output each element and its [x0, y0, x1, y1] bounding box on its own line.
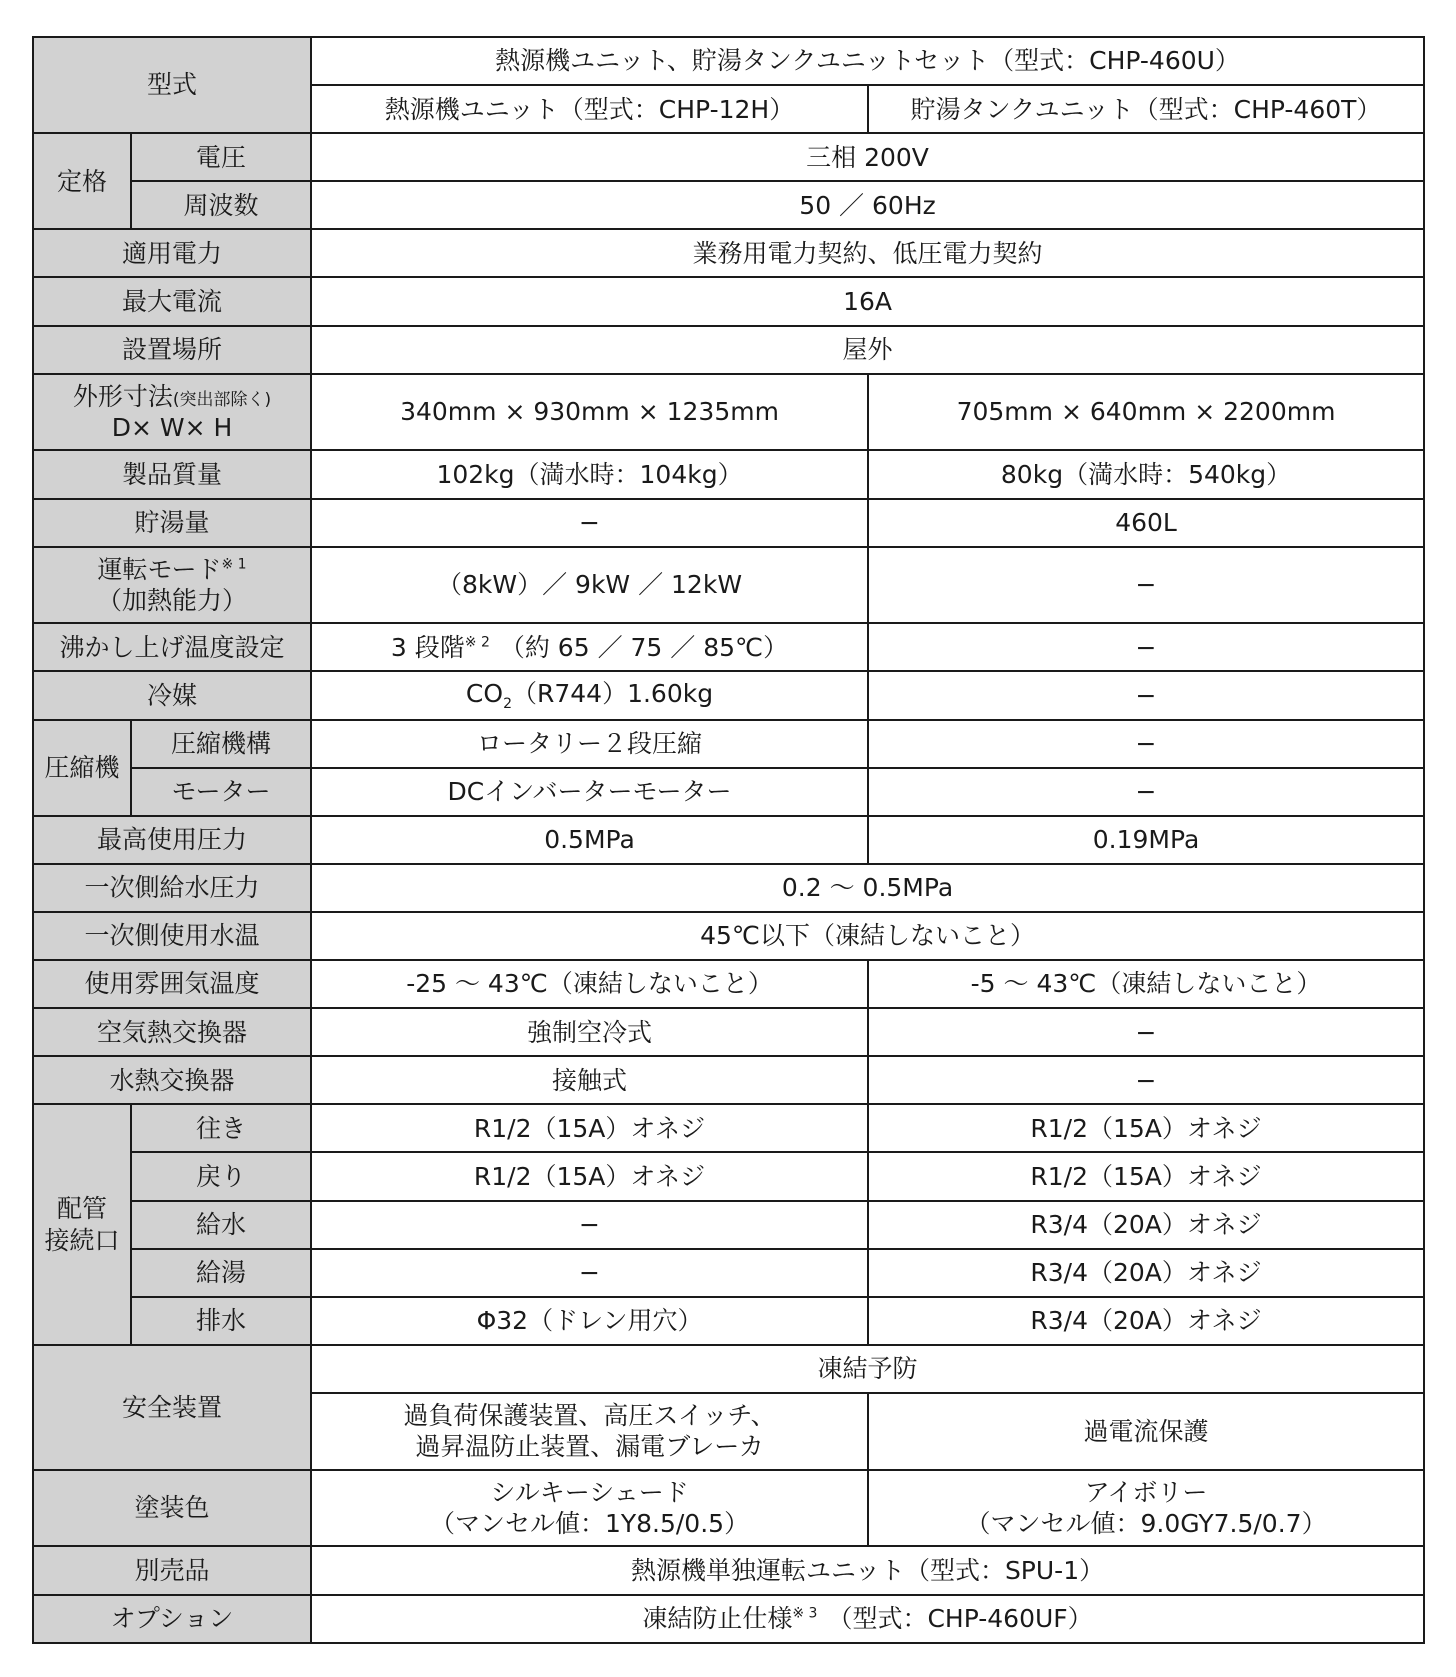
refrigerant-sub: 2 — [503, 695, 512, 712]
row-safety-common — [33, 1345, 1424, 1393]
label-mode-footnote: ※ 1 — [221, 556, 247, 573]
piping-hot-water-heat: − — [311, 1249, 868, 1297]
label-boil-temp: 沸かし上げ温度設定 — [33, 623, 311, 671]
supply-temp-value: 45℃以下（凍結しないこと） — [311, 912, 1424, 960]
compressor-mechanism-heat: ロータリー２段圧縮 — [311, 720, 868, 768]
label-mass: 製品質量 — [33, 450, 311, 498]
label-mode — [33, 547, 311, 624]
row-mode — [33, 547, 1424, 624]
boil-temp-steps: 3 段階 — [390, 632, 465, 662]
refrigerant-tank: − — [868, 671, 1424, 719]
dimensions-heat: 340mm × 930mm × 1235mm — [311, 374, 868, 451]
refrigerant-heat — [311, 671, 868, 719]
label-compressor-mechanism: 圧縮機構 — [131, 720, 311, 768]
row-frequency — [33, 181, 1424, 229]
row-max-pressure — [33, 816, 1424, 864]
water-hx-tank: − — [868, 1056, 1424, 1104]
mode-tank: − — [868, 547, 1424, 624]
row-ambient — [33, 960, 1424, 1008]
label-supply-temp: 一次側使用水温 — [33, 912, 311, 960]
label-piping-outgoing: 往き — [131, 1104, 311, 1152]
label-supply-pressure: 一次側給水圧力 — [33, 864, 311, 912]
compressor-motor-heat: DCインバーターモーター — [311, 768, 868, 816]
label-piping-hot-water: 給湯 — [131, 1249, 311, 1297]
option-model: （型式：CHP-460UF） — [827, 1604, 1093, 1634]
compressor-mechanism-tank: − — [868, 720, 1424, 768]
label-voltage: 電圧 — [131, 133, 311, 181]
air-hx-tank: − — [868, 1008, 1424, 1056]
row-option — [33, 1595, 1424, 1644]
row-piping-drain — [33, 1297, 1424, 1345]
label-rating: 定格 — [33, 133, 131, 229]
safety-common: 凍結予防 — [311, 1345, 1424, 1393]
row-compressor-mechanism — [33, 720, 1424, 768]
paint-heat-munsell: （マンセル値：1Y8.5/0.5） — [429, 1509, 750, 1539]
label-dimensions-main: 外形寸法 — [72, 381, 173, 411]
label-safety: 安全装置 — [33, 1345, 311, 1470]
label-power-contract: 適用電力 — [33, 229, 311, 277]
compressor-motor-tank: − — [868, 768, 1424, 816]
label-sold-separately: 別売品 — [33, 1546, 311, 1594]
row-sold-separately — [33, 1546, 1424, 1594]
ambient-tank: -5 〜 43℃（凍結しないこと） — [868, 960, 1424, 1008]
row-water-hx — [33, 1056, 1424, 1104]
mass-tank: 80kg（満水時：540kg） — [868, 450, 1424, 498]
label-piping-return: 戻り — [131, 1152, 311, 1200]
row-paint — [33, 1470, 1424, 1547]
paint-tank — [868, 1470, 1424, 1547]
piping-drain-tank: R3/4（20A）オネジ — [868, 1297, 1424, 1345]
row-piping-outgoing — [33, 1104, 1424, 1152]
label-piping-drain: 排水 — [131, 1297, 311, 1345]
label-storage: 貯湯量 — [33, 499, 311, 547]
air-hx-heat: 強制空冷式 — [311, 1008, 868, 1056]
row-model-set — [33, 37, 1424, 85]
location-value: 屋外 — [311, 326, 1424, 374]
label-dimensions-dwh: D× W× H — [111, 413, 233, 443]
label-frequency: 周波数 — [131, 181, 311, 229]
safety-heat — [311, 1393, 868, 1470]
mass-heat: 102kg（満水時：104kg） — [311, 450, 868, 498]
max-current-value: 16A — [311, 277, 1424, 325]
label-air-hx: 空気熱交換器 — [33, 1008, 311, 1056]
row-supply-pressure — [33, 864, 1424, 912]
piping-outgoing-tank: R1/2（15A）オネジ — [868, 1104, 1424, 1152]
piping-return-heat: R1/2（15A）オネジ — [311, 1152, 868, 1200]
row-max-current — [33, 277, 1424, 325]
storage-tank: 460L — [868, 499, 1424, 547]
option-value — [311, 1595, 1424, 1644]
dimensions-tank: 705mm × 640mm × 2200mm — [868, 374, 1424, 451]
supply-pressure-value: 0.2 〜 0.5MPa — [311, 864, 1424, 912]
label-ambient: 使用雰囲気温度 — [33, 960, 311, 1008]
boil-temp-heat — [311, 623, 868, 671]
max-pressure-tank: 0.19MPa — [868, 816, 1424, 864]
label-piping-supply: 給水 — [131, 1201, 311, 1249]
row-piping-supply — [33, 1201, 1424, 1249]
row-piping-return — [33, 1152, 1424, 1200]
piping-supply-tank: R3/4（20A）オネジ — [868, 1201, 1424, 1249]
paint-heat-name: シルキーシェード — [490, 1477, 689, 1507]
label-compressor-motor: モーター — [131, 768, 311, 816]
piping-supply-heat: − — [311, 1201, 868, 1249]
piping-outgoing-heat: R1/2（15A）オネジ — [311, 1104, 868, 1152]
row-refrigerant — [33, 671, 1424, 719]
paint-tank-munsell: （マンセル値：9.0GY7.5/0.7） — [965, 1509, 1327, 1539]
label-refrigerant: 冷媒 — [33, 671, 311, 719]
label-dimensions — [33, 374, 311, 451]
label-mode-sub: （加熱能力） — [97, 585, 248, 615]
ambient-heat: -25 〜 43℃（凍結しないこと） — [311, 960, 868, 1008]
boil-temp-footnote: ※ 2 — [464, 634, 490, 651]
water-hx-heat: 接触式 — [311, 1056, 868, 1104]
row-power-contract — [33, 229, 1424, 277]
label-mode-main: 運転モード — [97, 554, 222, 584]
label-piping-line2: 接続口 — [44, 1225, 120, 1255]
label-compressor: 圧縮機 — [33, 720, 131, 816]
model-set: 熱源機ユニット、貯湯タンクユニットセット（型式：CHP-460U） — [311, 37, 1424, 85]
model-heat-unit: 熱源機ユニット（型式：CHP-12H） — [311, 85, 868, 133]
power-contract-value: 業務用電力契約、低圧電力契約 — [311, 229, 1424, 277]
refrigerant-detail: （R744）1.60kg — [511, 678, 714, 708]
boil-temp-values: （約 65 ／ 75 ／ 85℃） — [499, 632, 789, 662]
label-max-current: 最大電流 — [33, 277, 311, 325]
mode-heat: （8kW）／ 9kW ／ 12kW — [311, 547, 868, 624]
safety-heat-line1: 過負荷保護装置、高圧スイッチ、 — [403, 1401, 776, 1430]
label-piping-line1: 配管 — [56, 1194, 107, 1224]
safety-tank: 過電流保護 — [868, 1393, 1424, 1470]
row-mass — [33, 450, 1424, 498]
label-option: オプション — [33, 1595, 311, 1644]
row-boil-temp — [33, 623, 1424, 671]
label-model: 型式 — [33, 37, 311, 133]
frequency-value: 50 ／ 60Hz — [311, 181, 1424, 229]
spec-table — [32, 36, 1425, 1644]
max-pressure-heat: 0.5MPa — [311, 816, 868, 864]
option-footnote: ※ 3 — [792, 1605, 818, 1622]
label-dimensions-note: (突出部除く) — [172, 389, 272, 410]
piping-drain-heat: Φ32（ドレン用穴） — [311, 1297, 868, 1345]
voltage-value: 三相 200V — [311, 133, 1424, 181]
row-voltage — [33, 133, 1424, 181]
piping-hot-water-tank: R3/4（20A）オネジ — [868, 1249, 1424, 1297]
piping-return-tank: R1/2（15A）オネジ — [868, 1152, 1424, 1200]
label-location: 設置場所 — [33, 326, 311, 374]
row-storage — [33, 499, 1424, 547]
row-dimensions — [33, 374, 1424, 451]
paint-heat — [311, 1470, 868, 1547]
label-paint: 塗装色 — [33, 1470, 311, 1547]
refrigerant-co: CO — [465, 678, 504, 708]
label-water-hx: 水熱交換器 — [33, 1056, 311, 1104]
sold-separately-value: 熱源機単独運転ユニット（型式：SPU-1） — [311, 1546, 1424, 1594]
label-max-pressure: 最高使用圧力 — [33, 816, 311, 864]
row-piping-hot-water — [33, 1249, 1424, 1297]
option-name: 凍結防止仕様 — [642, 1604, 793, 1634]
row-location — [33, 326, 1424, 374]
row-supply-temp — [33, 912, 1424, 960]
row-air-hx — [33, 1008, 1424, 1056]
model-tank-unit: 貯湯タンクユニット（型式：CHP-460T） — [868, 85, 1424, 133]
boil-temp-tank: − — [868, 623, 1424, 671]
paint-tank-name: アイボリー — [1084, 1477, 1208, 1507]
row-compressor-motor — [33, 768, 1424, 816]
safety-heat-line2: 過昇温防止装置、漏電ブレーカ — [415, 1432, 764, 1462]
label-piping — [33, 1104, 131, 1344]
storage-heat: − — [311, 499, 868, 547]
